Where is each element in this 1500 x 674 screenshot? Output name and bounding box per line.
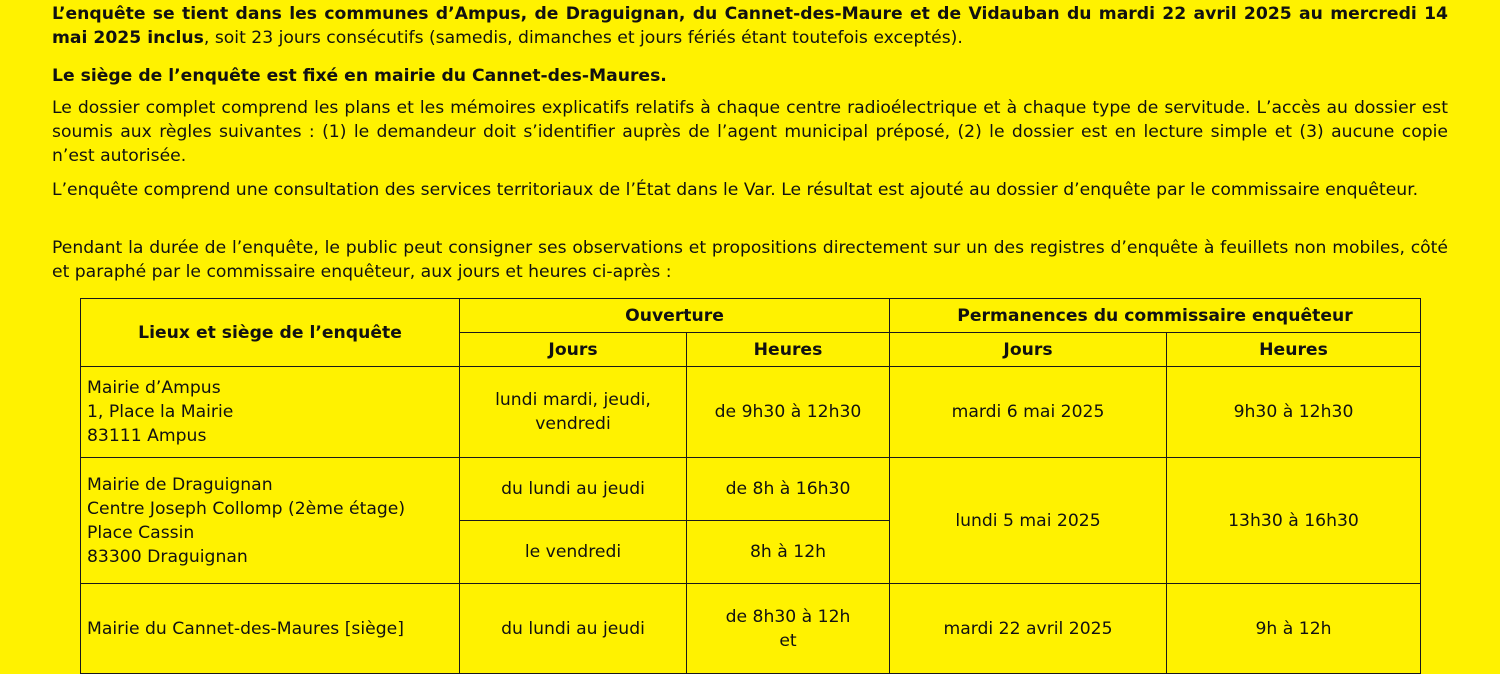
lieu-line: Mairie du Cannet-des-Maures [siège] (87, 618, 404, 639)
table-row (81, 367, 1421, 458)
header-permanences-heures: Heures (1167, 333, 1421, 367)
paragraph-dates (52, 2, 1448, 50)
lieu-line: Mairie d’Ampus (87, 378, 221, 398)
header-permanences-jours: Jours (890, 333, 1167, 367)
heures-line: et (779, 630, 797, 651)
cell-ouverture-jours: le vendredi (460, 521, 687, 584)
lieu-line: Centre Joseph Collomp (2ème étage) (87, 498, 406, 519)
header-lieux: Lieux et siège de l’enquête (81, 299, 460, 367)
lieu-line: 83111 Ampus (87, 426, 207, 446)
header-ouverture: Ouverture (460, 299, 890, 333)
cell-ouverture-heures: de 9h30 à 12h30 (687, 367, 890, 458)
cell-permanence-jours: mardi 6 mai 2025 (890, 367, 1167, 458)
lieu-line: Place Cassin (87, 522, 195, 543)
header-permanences: Permanences du commissaire enquêteur (890, 299, 1421, 333)
cell-lieu-draguignan (81, 458, 460, 584)
lieu-line: Mairie de Draguignan (87, 474, 273, 495)
cell-ouverture-jours (460, 367, 687, 458)
cell-lieu-cannet (81, 584, 460, 674)
header-ouverture-heures: Heures (687, 333, 890, 367)
cell-ouverture-heures: 8h à 12h (687, 521, 890, 584)
dates-rest-text: , soit 23 jours consécutifs (samedis, dimanches et jours fériés étant toutefois exceptés). (203, 28, 963, 48)
cell-ouverture-jours: du lundi au jeudi (460, 584, 687, 674)
heures-line: de 8h30 à 12h (725, 606, 851, 627)
jours-line: lundi mardi, jeudi, (495, 390, 651, 410)
cell-lieu-ampus (81, 367, 460, 458)
header-ouverture-jours: Jours (460, 333, 687, 367)
cell-ouverture-heures: de 8h à 16h30 (687, 458, 890, 521)
paragraph-siege: Le siège de l’enquête est fixé en mairie du Cannet-des-Maures. (52, 66, 667, 86)
paragraph-dossier: Le dossier complet comprend les plans et les mémoires explicatifs relatifs à chaque centre radioélectrique et à chaque type de servitude. L’accès au dossier est soumis aux règles suivantes : (1) le demandeur doit s’identifier auprès de l’agent municipal préposé, (2) le dossier est en lecture simple et (3) aucune copie n’est autorisée. (52, 98, 1448, 166)
schedule-table (80, 298, 1421, 674)
cell-permanence-jours: mardi 22 avril 2025 (890, 584, 1167, 674)
paragraph-consultation: L’enquête comprend une consultation des services territoriaux de l’État dans le Var. Le résultat est ajouté au dossier d’enquête par le commissaire enquêteur. (52, 180, 1419, 200)
lieu-line: 83300 Draguignan (87, 546, 248, 567)
table-row (81, 584, 1421, 674)
table-row (81, 458, 1421, 521)
cell-permanence-heures: 9h à 12h (1167, 584, 1421, 674)
paragraph-observations: Pendant la durée de l’enquête, le public peut consigner ses observations et propositions directement sur un des registres d’enquête à feuillets non mobiles, côté et paraphé par le commissaire enquêteur, aux jours et heures ci-après : (52, 238, 1448, 282)
cell-permanence-jours: lundi 5 mai 2025 (890, 458, 1167, 584)
jours-line: vendredi (535, 414, 611, 434)
cell-permanence-heures: 13h30 à 16h30 (1167, 458, 1421, 584)
table-header-row (81, 299, 1421, 333)
cell-permanence-heures: 9h30 à 12h30 (1167, 367, 1421, 458)
cell-ouverture-heures (687, 584, 890, 674)
cell-ouverture-jours: du lundi au jeudi (460, 458, 687, 521)
dates-bold-text: L’enquête se tient dans les communes d’Ampus, de Draguignan, du Cannet-des-Maure et de Vidauban du mardi 22 avril 2025 au mercredi 14 mai 2025 inclus (52, 4, 1448, 48)
lieu-line: 1, Place la Mairie (87, 402, 234, 422)
